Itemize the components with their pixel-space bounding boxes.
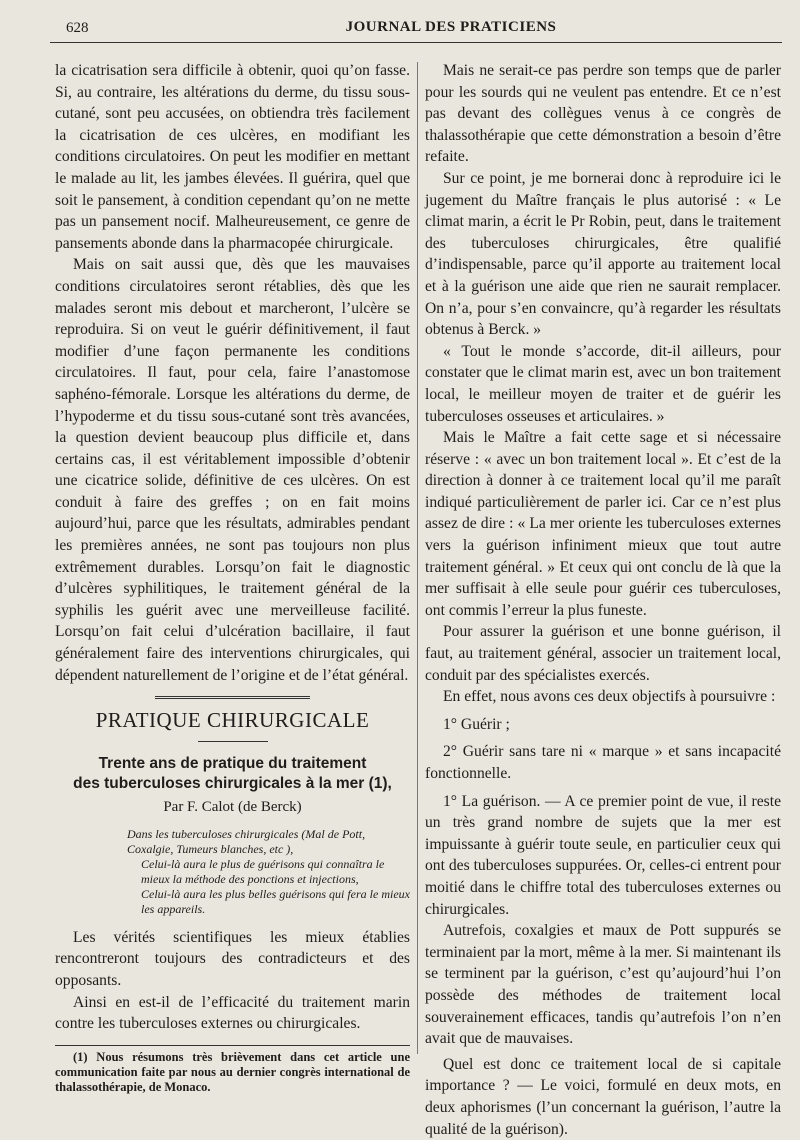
list-item: 2° Guérir sans tare ni « marque » et sans incapacité fonctionnelle. <box>425 743 781 782</box>
paragraph: la cicatrisation sera difficile à obtenir, quoi qu’on fasse. Si, au contraire, les altérations du derme, du tissu sous-cutané, sont peu accusées, on obtiendra très facilement la cicatrisation de ces ulcères, en modifiant les conditions circulatoires. On peut les modifier en mettant le malade au lit, les jambes élevées. Il guérira, quel que soit le pansement, à condition cependant qu’on ne mette pas un pansement nocif. Malheureusement, ce genre de pansements abonde dans la pharmacopée chirurgicale. <box>55 62 410 252</box>
epigraph-line: Dans les tuberculoses chirurgicales (Mal de Pott, Coxalgie, Tumeurs blanches, etc ), <box>127 826 366 856</box>
article-title-line: Trente ans de pratique du traitement <box>98 755 367 773</box>
epigraph-line: Celui-là aura le plus de guérisons qui connaîtra le mieux la méthode des ponctions et injections, <box>141 856 385 886</box>
article-title-line: des tuberculoses chirurgicales à la mer (1), <box>73 775 392 793</box>
section-separator <box>155 696 310 699</box>
list-item: 1° Guérir ; <box>443 715 510 733</box>
page-header <box>50 18 782 43</box>
footnote: (1) Nous résumons très brièvement dans cet article une communication faite par nous au dernier congrès international de thalassothérapie, de Monaco. <box>55 1049 410 1094</box>
footnote-rule <box>55 1045 410 1046</box>
page-number: 628 <box>66 20 89 36</box>
paragraph: Les vérités scientifiques les mieux établies rencontreront toujours des contradicteurs et des opposants. <box>55 928 410 989</box>
journal-title: JOURNAL DES PRATICIENS <box>345 19 557 35</box>
paragraph: En effet, nous avons ces deux objectifs à poursuivre : <box>443 688 776 706</box>
paragraph: Ainsi en est-il de l’efficacité du traitement marin contre les tuberculoses externes ou chirurgicales. <box>55 993 410 1033</box>
section-title: PRATIQUE CHIRURGICALE <box>95 708 370 733</box>
paragraph: Quel est donc ce traitement local de si capitale importance ? — Le voici, formulé en deux mots, en deux aphorismes (l’un concernant la guérison, l’autre la qualité de la guérison). <box>425 1055 781 1138</box>
paragraph: 1° La guérison. — A ce premier point de vue, il reste un très grand nombre de sujets que la mer est impuissante à guérir toute seule, en particulier ceux qui ont des tuberculoses suppurées. Or, celles-ci entrent pour moitié dans le chiffre total des tuberculoses externes ou chirurgicales. <box>425 792 781 918</box>
epigraph-line: Celui-là aura les plus belles guérisons qui fera le mieux les appareils. <box>141 886 410 916</box>
paragraph: Mais ne serait-ce pas perdre son temps que de parler pour les sourds qui ne veulent pas entendre. Et ce n’est pas devant des collègues venus à ce congrès de thalassothérapie que cette démonstration a besoin d’être refaite. <box>425 62 781 166</box>
epigraph <box>127 827 410 917</box>
byline: Par F. Calot (de Berck) <box>163 799 302 816</box>
left-column <box>55 60 410 1095</box>
right-column <box>425 60 781 1140</box>
paragraph: Sur ce point, je me bornerai donc à reproduire ici le jugement du Maître français le plus autorisé : « Le climat marin, a écrit le Pr Robin, peut, dans le traitement des tuberculoses chirurgicales, être qualifié d’indispensable, parce qu’il apporte au traitement local et à la guérison une aide que rien ne saurait remplacer. On n’a, pour s’en convaincre, qu’à regarder les résultats obtenus à Berck. » <box>425 169 781 339</box>
paragraph: Mais le Maître a fait cette sage et si nécessaire réserve : « avec un bon traitement local ». Et c’est de la direction à donner à ce traitement local qu’il me paraît indiqué particulièrement de parler ici. Car ce n’est plus assez de dire : « La mer oriente les tuberculoses externes vers la guérison infiniment mieux que tout autre traitement général. » Et ceux qui ont conclu de là que la mer suffisait à elle seule pour guérir ces tuberculoses, ont commis l’erreur la plus funeste. <box>425 429 781 619</box>
column-divider <box>417 62 418 1054</box>
paragraph: Pour assurer la guérison et une bonne guérison, il faut, au traitement général, associer un traitement local, conduit par des spécialistes exercés. <box>425 623 781 684</box>
paragraph: Mais on sait aussi que, dès que les mauvaises conditions circulatoires seront rétablies, dès que les malades seront mis debout et marcheront, l’ulcère se reproduira. Si on veut le guérir définitivement, il faut modifier d’une façon permanente les conditions circulatoires. Il faut, pour cela, faire l’anastomose saphéno-fémorale. Lorsque les altérations du derme, de l’hypoderme et du tissu sous-cutané sont très avancées, la question devient beaucoup plus difficile et, dans certains cas, il est véritablement impossible d’obtenir une cicatrice solide, définitive de ces ulcères. On est conduit à faire des greffes ; on en fait moins aujourd’hui, parce que les résultats, admirables pendant les premières années, ne sont pas toujours non plus extrêmement durables. Lorsqu’on fait le diagnostic d’ulcères syphilitiques, le traitement général de la syphilis les guérit avec une merveilleuse facilité. Lorsqu’on fait celui d’ulcération bacillaire, il faut généralement faire des interventions chirurgicales, qui dépendent naturellement de l’origine et de l’état général. <box>55 256 410 684</box>
paragraph: Autrefois, coxalgies et maux de Pott suppurés se terminaient par la mort, même à la mer. Si maintenant ils se terminent par la guérison, c’est qu’aujourd’hui l’on possède des méthodes de traitement local souverainement efficaces, tandis qu’autrefois l’on n’en avait que de mauvaises. <box>425 922 781 1048</box>
paragraph: « Tout le monde s’accorde, dit-il ailleurs, pour constater que le climat marin est, avec un bon traitement local, le meilleur moyen de traiter et de guérir les tuberculoses osseuses et articulaires. » <box>425 342 781 425</box>
title-rule <box>198 741 268 742</box>
